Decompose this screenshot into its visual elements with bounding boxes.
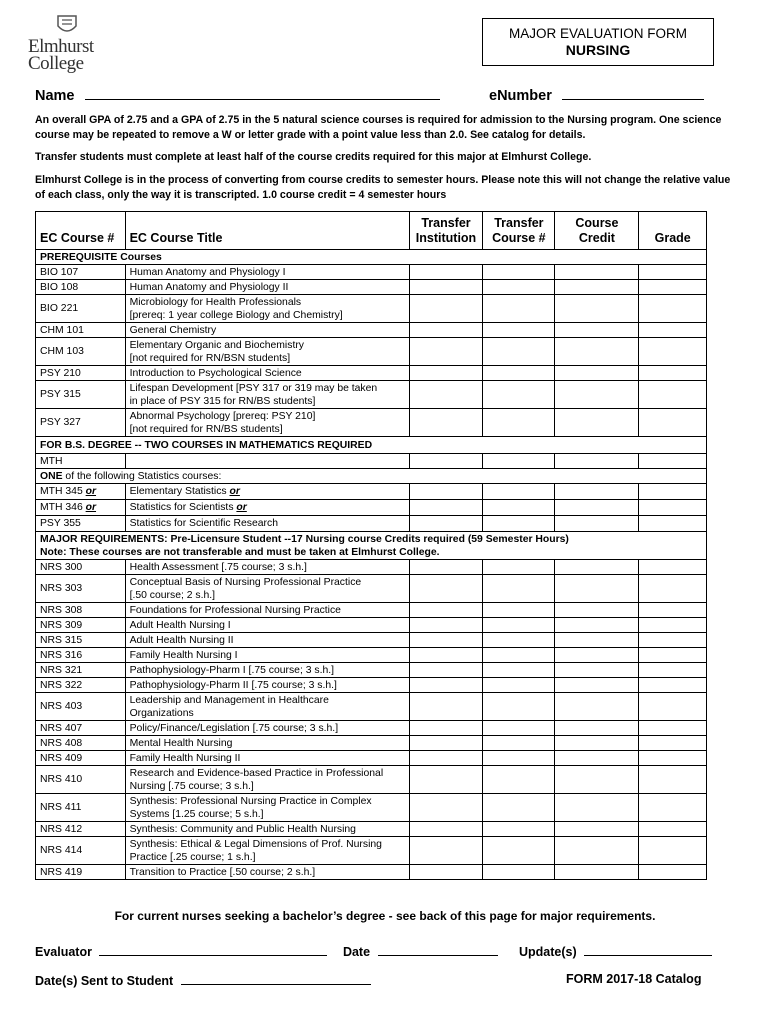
transfer-institution-cell[interactable]: [409, 484, 483, 500]
course-title-line: Synthesis: Ethical & Legal Dimensions of Prof. Nursing: [129, 838, 382, 850]
course-title-line: Pathophysiology-Pharm II [.75 course; 3 s.h.]: [129, 679, 337, 691]
one-rest: of the following Statistics courses:: [62, 470, 222, 482]
major-course-row: [36, 560, 707, 575]
course-title: [125, 484, 409, 500]
header-transfer-course: Transfer Course #: [483, 212, 555, 250]
transfer-course-cell[interactable]: [483, 560, 555, 575]
course-credit-cell[interactable]: [555, 280, 639, 295]
transfer-course-cell[interactable]: [483, 721, 555, 736]
course-title-line-2: [.50 course; 2 s.h.]: [129, 589, 216, 601]
transfer-institution-cell[interactable]: [409, 663, 483, 678]
course-credit-cell[interactable]: [555, 575, 639, 603]
major-header-line-1: MAJOR REQUIREMENTS: Pre-Licensure Student --17 Nursing course Credits required (59 Semester Hours): [40, 533, 569, 545]
course-credit-cell[interactable]: [555, 560, 639, 575]
course-number-text: PSY 355: [40, 518, 81, 529]
transfer-institution-cell[interactable]: [409, 381, 483, 409]
major-course-row: [36, 618, 707, 633]
course-credit-cell[interactable]: [555, 865, 639, 880]
transfer-institution-cell[interactable]: [409, 265, 483, 280]
course-title-line-2: [not required for RN/BSN students]: [129, 352, 291, 364]
gpa-requirement-text: An overall GPA of 2.75 and a GPA of 2.75 in the 5 natural science courses is required for admission to the Nursing program. One science course may be repeated to remove a W or letter grade with a point value less than 2.0. See catalog for details.: [35, 114, 722, 141]
course-number: BIO 107: [36, 265, 126, 280]
evaluator-label: Evaluator: [35, 945, 92, 959]
course-number: NRS 403: [36, 693, 126, 721]
course-title-line: Lifespan Development [PSY 317 or 319 may be taken: [129, 382, 378, 394]
transfer-institution-cell[interactable]: [409, 837, 483, 865]
course-title: [125, 766, 409, 794]
major-course-row: [36, 736, 707, 751]
course-title-line: Adult Health Nursing I: [129, 619, 231, 631]
course-title-line: Foundations for Professional Nursing Practice: [129, 604, 341, 616]
major-course-row: [36, 822, 707, 837]
course-credit-cell[interactable]: [555, 516, 639, 532]
transfer-course-cell[interactable]: [483, 693, 555, 721]
transfer-institution-cell[interactable]: [409, 721, 483, 736]
transfer-course-cell[interactable]: [483, 648, 555, 663]
prereq-course-row: [36, 280, 707, 295]
transfer-institution-cell[interactable]: [409, 500, 483, 516]
course-credit-cell[interactable]: [555, 603, 639, 618]
transfer-course-cell[interactable]: [483, 516, 555, 532]
course-number: BIO 221: [36, 295, 126, 323]
header-course-title: EC Course Title: [125, 212, 409, 250]
course-title: [125, 265, 409, 280]
major-course-row: [36, 794, 707, 822]
transfer-course-cell[interactable]: [483, 575, 555, 603]
transfer-course-cell[interactable]: [483, 603, 555, 618]
major-course-row: [36, 721, 707, 736]
transfer-course-cell[interactable]: [483, 751, 555, 766]
prereq-section-row: [36, 250, 707, 265]
transfer-institution-cell[interactable]: [409, 575, 483, 603]
course-title: [125, 454, 409, 469]
course-number-text: MTH 345: [40, 486, 83, 497]
transfer-course-cell[interactable]: [483, 678, 555, 693]
course-title-line: Human Anatomy and Physiology II: [129, 281, 289, 293]
grade-cell[interactable]: [639, 265, 707, 280]
course-title-line: Elementary Organic and Biochemistry: [129, 339, 304, 351]
transfer-course-cell[interactable]: [483, 295, 555, 323]
transfer-course-cell[interactable]: [483, 633, 555, 648]
course-credit-cell[interactable]: [555, 366, 639, 381]
prereq-course-row: [36, 323, 707, 338]
course-number: CHM 103: [36, 338, 126, 366]
grade-cell[interactable]: [639, 693, 707, 721]
back-page-note: For current nurses seeking a bachelor’s degree - see back of this page for major requirements.: [114, 909, 656, 923]
course-number: BIO 108: [36, 280, 126, 295]
course-title-line: Transition to Practice [.50 course; 2 s.h.]: [129, 866, 316, 878]
transfer-course-cell[interactable]: [483, 837, 555, 865]
transfer-course-cell[interactable]: [483, 381, 555, 409]
course-title: [125, 366, 409, 381]
grade-cell[interactable]: [639, 366, 707, 381]
math-section-header: FOR B.S. DEGREE -- TWO COURSES IN MATHEMATICS REQUIRED: [36, 437, 707, 454]
course-number: NRS 410: [36, 766, 126, 794]
grade-cell[interactable]: [639, 633, 707, 648]
date-field[interactable]: [378, 943, 498, 956]
course-credit-cell[interactable]: [555, 454, 639, 469]
course-title: [125, 648, 409, 663]
college-logo: [28, 14, 108, 78]
date-label: Date: [342, 945, 371, 959]
sent-field[interactable]: [181, 972, 371, 985]
spacer-cell: [409, 250, 706, 265]
stats-choice-row: [36, 469, 707, 484]
table-header-row: [36, 212, 707, 250]
course-title: [125, 560, 409, 575]
course-title-line: Mental Health Nursing: [129, 737, 233, 749]
course-number: PSY 327: [36, 409, 126, 437]
course-number: NRS 322: [36, 678, 126, 693]
course-title-line: Adult Health Nursing II: [129, 634, 234, 646]
transfer-course-cell[interactable]: [483, 323, 555, 338]
major-course-row: [36, 751, 707, 766]
course-title-line: Introduction to Psychological Science: [129, 367, 302, 379]
evaluator-row: [35, 943, 712, 959]
course-title-line: Health Assessment [.75 course; 3 s.h.]: [129, 561, 307, 573]
course-title: [125, 603, 409, 618]
grade-cell[interactable]: [639, 721, 707, 736]
course-title-line: Synthesis: Professional Nursing Practice in Complex: [129, 795, 372, 807]
transfer-course-cell[interactable]: [483, 500, 555, 516]
grade-cell[interactable]: [639, 794, 707, 822]
major-section-header: [36, 532, 707, 560]
transfer-institution-cell[interactable]: [409, 618, 483, 633]
course-title-line: Conceptual Basis of Nursing Professional Practice: [129, 576, 362, 588]
course-credit-cell[interactable]: [555, 736, 639, 751]
course-number: NRS 300: [36, 560, 126, 575]
enumber-label: eNumber: [489, 88, 552, 104]
major-section-row: [36, 532, 707, 560]
stats-choice-text: [36, 469, 707, 484]
major-course-row: [36, 865, 707, 880]
transfer-institution-cell[interactable]: [409, 648, 483, 663]
course-credit-cell[interactable]: [555, 265, 639, 280]
or-marker: or: [85, 486, 97, 497]
transfer-course-cell[interactable]: [483, 484, 555, 500]
course-table: [35, 211, 707, 880]
name-row: [35, 87, 440, 104]
course-title: [125, 751, 409, 766]
course-credit-cell[interactable]: [555, 409, 639, 437]
course-number: NRS 414: [36, 837, 126, 865]
grade-cell[interactable]: [639, 603, 707, 618]
course-title: [125, 381, 409, 409]
course-credit-cell[interactable]: [555, 822, 639, 837]
transfer-requirement-text: Transfer students must complete at least half of the course credits required for this major at Elmhurst College.: [35, 151, 592, 163]
major-course-row: [36, 575, 707, 603]
transfer-institution-cell[interactable]: [409, 751, 483, 766]
transfer-course-cell[interactable]: [483, 366, 555, 381]
course-title: [125, 575, 409, 603]
course-title-line: Family Health Nursing I: [129, 649, 238, 661]
course-number-text: MTH 346: [40, 502, 83, 513]
header-course-number: EC Course #: [36, 212, 126, 250]
form-catalog-label: FORM 2017-18 Catalog: [566, 972, 702, 986]
course-title-line-2: Organizations: [129, 707, 194, 719]
stats-course-row: [36, 484, 707, 500]
sent-row: [35, 972, 371, 988]
course-title: [125, 618, 409, 633]
transfer-institution-cell[interactable]: [409, 678, 483, 693]
course-credit-cell[interactable]: [555, 648, 639, 663]
course-credit-cell[interactable]: [555, 766, 639, 794]
transfer-institution-cell[interactable]: [409, 603, 483, 618]
mth-row: [36, 454, 707, 469]
major-course-row: [36, 648, 707, 663]
prereq-course-row: [36, 366, 707, 381]
transfer-institution-cell[interactable]: [409, 822, 483, 837]
course-number: MTH: [36, 454, 126, 469]
course-title: [125, 693, 409, 721]
course-title-line-2: Nursing [.75 course; 3 s.h.]: [129, 780, 254, 792]
major-course-row: [36, 693, 707, 721]
course-credit-cell[interactable]: [555, 484, 639, 500]
course-title-line: Policy/Finance/Legislation [.75 course; 3 s.h.]: [129, 722, 339, 734]
course-credit-cell[interactable]: [555, 381, 639, 409]
transfer-institution-cell[interactable]: [409, 280, 483, 295]
course-title-line: Human Anatomy and Physiology I: [129, 266, 286, 278]
course-title: [125, 338, 409, 366]
name-label: Name: [35, 88, 75, 104]
course-number: NRS 412: [36, 822, 126, 837]
course-title-line: Leadership and Management in Healthcare: [129, 694, 329, 706]
course-title-line: Pathophysiology-Pharm I [.75 course; 3 s.h.]: [129, 664, 335, 676]
transfer-institution-cell[interactable]: [409, 516, 483, 532]
course-title-line: Research and Evidence-based Practice in Professional: [129, 767, 384, 779]
course-number: PSY 315: [36, 381, 126, 409]
transfer-course-cell[interactable]: [483, 865, 555, 880]
course-number: NRS 409: [36, 751, 126, 766]
course-number: NRS 408: [36, 736, 126, 751]
transfer-institution-cell[interactable]: [409, 736, 483, 751]
prereq-course-row: [36, 338, 707, 366]
transfer-institution-cell[interactable]: [409, 633, 483, 648]
grade-cell[interactable]: [639, 454, 707, 469]
transfer-institution-cell[interactable]: [409, 766, 483, 794]
grade-cell[interactable]: [639, 766, 707, 794]
grade-cell[interactable]: [639, 648, 707, 663]
prereq-course-row: [36, 265, 707, 280]
grade-cell[interactable]: [639, 323, 707, 338]
name-field[interactable]: [85, 87, 440, 100]
stats-course-row: [36, 516, 707, 532]
course-title-line: General Chemistry: [129, 324, 217, 336]
grade-cell[interactable]: [639, 516, 707, 532]
transfer-course-cell[interactable]: [483, 338, 555, 366]
grade-cell[interactable]: [639, 500, 707, 516]
prereq-course-row: [36, 409, 707, 437]
course-title: [125, 736, 409, 751]
prereq-course-row: [36, 381, 707, 409]
course-title: [125, 280, 409, 295]
grade-cell[interactable]: [639, 837, 707, 865]
transfer-course-cell[interactable]: [483, 663, 555, 678]
course-credit-cell[interactable]: [555, 338, 639, 366]
course-title: [125, 837, 409, 865]
transfer-course-cell[interactable]: [483, 822, 555, 837]
major-header-line-2: Note: These courses are not transferable and must be taken at Elmhurst College.: [40, 546, 440, 558]
transfer-institution-cell[interactable]: [409, 693, 483, 721]
course-credit-cell[interactable]: [555, 633, 639, 648]
header-transfer-institution: Transfer Institution: [409, 212, 483, 250]
transfer-course-cell[interactable]: [483, 736, 555, 751]
logo-line-1: Elmhurst: [28, 36, 94, 57]
transfer-course-cell[interactable]: [483, 618, 555, 633]
updates-label: Update(s): [519, 945, 577, 959]
course-title: [125, 663, 409, 678]
transfer-institution-cell[interactable]: [409, 865, 483, 880]
enumber-row: [489, 87, 704, 104]
header-grade: Grade: [639, 212, 707, 250]
form-title: MAJOR EVALUATION FORM: [508, 26, 687, 41]
course-credit-cell[interactable]: [555, 663, 639, 678]
course-title-line: Synthesis: Community and Public Health Nursing: [129, 823, 356, 835]
transfer-course-cell[interactable]: [483, 280, 555, 295]
course-title-line-2: Practice [.25 course; 1 s.h.]: [129, 851, 256, 863]
or-marker: or: [236, 502, 247, 513]
course-title: [125, 633, 409, 648]
logo-line-2: College: [28, 53, 84, 74]
math-section-row: [36, 437, 707, 454]
course-title: [125, 295, 409, 323]
course-number: [36, 484, 126, 500]
course-credit-cell[interactable]: [555, 500, 639, 516]
course-credit-cell[interactable]: [555, 837, 639, 865]
course-title-text: Elementary Statistics: [129, 486, 230, 497]
transfer-institution-cell[interactable]: [409, 295, 483, 323]
transfer-institution-cell[interactable]: [409, 366, 483, 381]
transfer-course-cell[interactable]: [483, 409, 555, 437]
or-marker: or: [229, 486, 240, 497]
course-number: [36, 500, 126, 516]
enumber-field[interactable]: [562, 87, 704, 100]
major-course-row: [36, 766, 707, 794]
grade-cell[interactable]: [639, 865, 707, 880]
stats-course-row: [36, 500, 707, 516]
course-number: [36, 516, 126, 532]
course-title: [125, 323, 409, 338]
grade-cell[interactable]: [639, 409, 707, 437]
form-program: NURSING: [565, 42, 631, 58]
major-course-row: [36, 837, 707, 865]
course-title: [125, 721, 409, 736]
evaluator-field[interactable]: [99, 943, 327, 956]
course-number: NRS 308: [36, 603, 126, 618]
form-title-box: [482, 18, 714, 66]
transfer-course-cell[interactable]: [483, 794, 555, 822]
course-title: [125, 822, 409, 837]
course-credit-cell[interactable]: [555, 693, 639, 721]
course-title: [125, 409, 409, 437]
course-title: [125, 678, 409, 693]
grade-cell[interactable]: [639, 560, 707, 575]
course-credit-cell[interactable]: [555, 618, 639, 633]
course-title-line: Family Health Nursing II: [129, 752, 241, 764]
course-title: [125, 865, 409, 880]
course-title-line-2: in place of PSY 315 for RN/BS students]: [129, 395, 316, 407]
grade-cell[interactable]: [639, 678, 707, 693]
course-title-line: Abnormal Psychology [prereq: PSY 210]: [129, 410, 316, 422]
grade-cell[interactable]: [639, 618, 707, 633]
course-number: NRS 411: [36, 794, 126, 822]
transfer-institution-cell[interactable]: [409, 454, 483, 469]
course-title-line-2: Systems [1.25 course; 5 s.h.]: [129, 808, 264, 820]
grade-cell[interactable]: [639, 381, 707, 409]
course-number: NRS 316: [36, 648, 126, 663]
course-title-line-2: [prereq: 1 year college Biology and Chemistry]: [129, 309, 343, 321]
grade-cell[interactable]: [639, 338, 707, 366]
course-number: CHM 101: [36, 323, 126, 338]
course-title-line: Microbiology for Health Professionals: [129, 296, 302, 308]
major-course-row: [36, 663, 707, 678]
transfer-course-cell[interactable]: [483, 454, 555, 469]
prereq-course-row: [36, 295, 707, 323]
course-title-text: Statistics for Scientific Research: [129, 518, 278, 529]
grade-cell[interactable]: [639, 575, 707, 603]
course-title: [125, 794, 409, 822]
transfer-institution-cell[interactable]: [409, 560, 483, 575]
one-label: ONE: [40, 470, 63, 482]
course-credit-cell[interactable]: [555, 323, 639, 338]
course-credit-cell[interactable]: [555, 794, 639, 822]
transfer-course-cell[interactable]: [483, 766, 555, 794]
course-number: NRS 309: [36, 618, 126, 633]
course-number: NRS 407: [36, 721, 126, 736]
grade-cell[interactable]: [639, 484, 707, 500]
course-number: NRS 321: [36, 663, 126, 678]
course-credit-cell[interactable]: [555, 721, 639, 736]
grade-cell[interactable]: [639, 736, 707, 751]
sent-label: Date(s) Sent to Student: [35, 974, 174, 988]
or-marker: or: [85, 502, 97, 513]
prereq-section-header: PREREQUISITE Courses: [36, 250, 410, 265]
grade-cell[interactable]: [639, 822, 707, 837]
major-course-row: [36, 603, 707, 618]
grade-cell[interactable]: [639, 280, 707, 295]
course-title-line-2: [not required for RN/BS students]: [129, 423, 283, 435]
course-number: NRS 303: [36, 575, 126, 603]
transfer-institution-cell[interactable]: [409, 338, 483, 366]
transfer-institution-cell[interactable]: [409, 794, 483, 822]
grade-cell[interactable]: [639, 663, 707, 678]
major-course-row: [36, 678, 707, 693]
course-number: NRS 419: [36, 865, 126, 880]
credit-conversion-text: Elmhurst College is in the process of converting from course credits to semester hours. Please note this will not change the relative value of each class, only the way it is transcripted. 1.0 course credit = 4 semester hours: [35, 174, 731, 201]
course-title: [125, 516, 409, 532]
course-number: PSY 210: [36, 366, 126, 381]
college-shield-icon: [56, 14, 78, 36]
course-credit-cell[interactable]: [555, 751, 639, 766]
transfer-institution-cell[interactable]: [409, 409, 483, 437]
course-title: [125, 500, 409, 516]
header-course-credit: Course Credit: [555, 212, 639, 250]
course-credit-cell[interactable]: [555, 678, 639, 693]
grade-cell[interactable]: [639, 295, 707, 323]
course-credit-cell[interactable]: [555, 295, 639, 323]
transfer-course-cell[interactable]: [483, 265, 555, 280]
course-title-text: Statistics for Scientists: [129, 502, 237, 513]
course-number: NRS 315: [36, 633, 126, 648]
grade-cell[interactable]: [639, 751, 707, 766]
major-course-row: [36, 633, 707, 648]
transfer-institution-cell[interactable]: [409, 323, 483, 338]
updates-field[interactable]: [584, 943, 712, 956]
